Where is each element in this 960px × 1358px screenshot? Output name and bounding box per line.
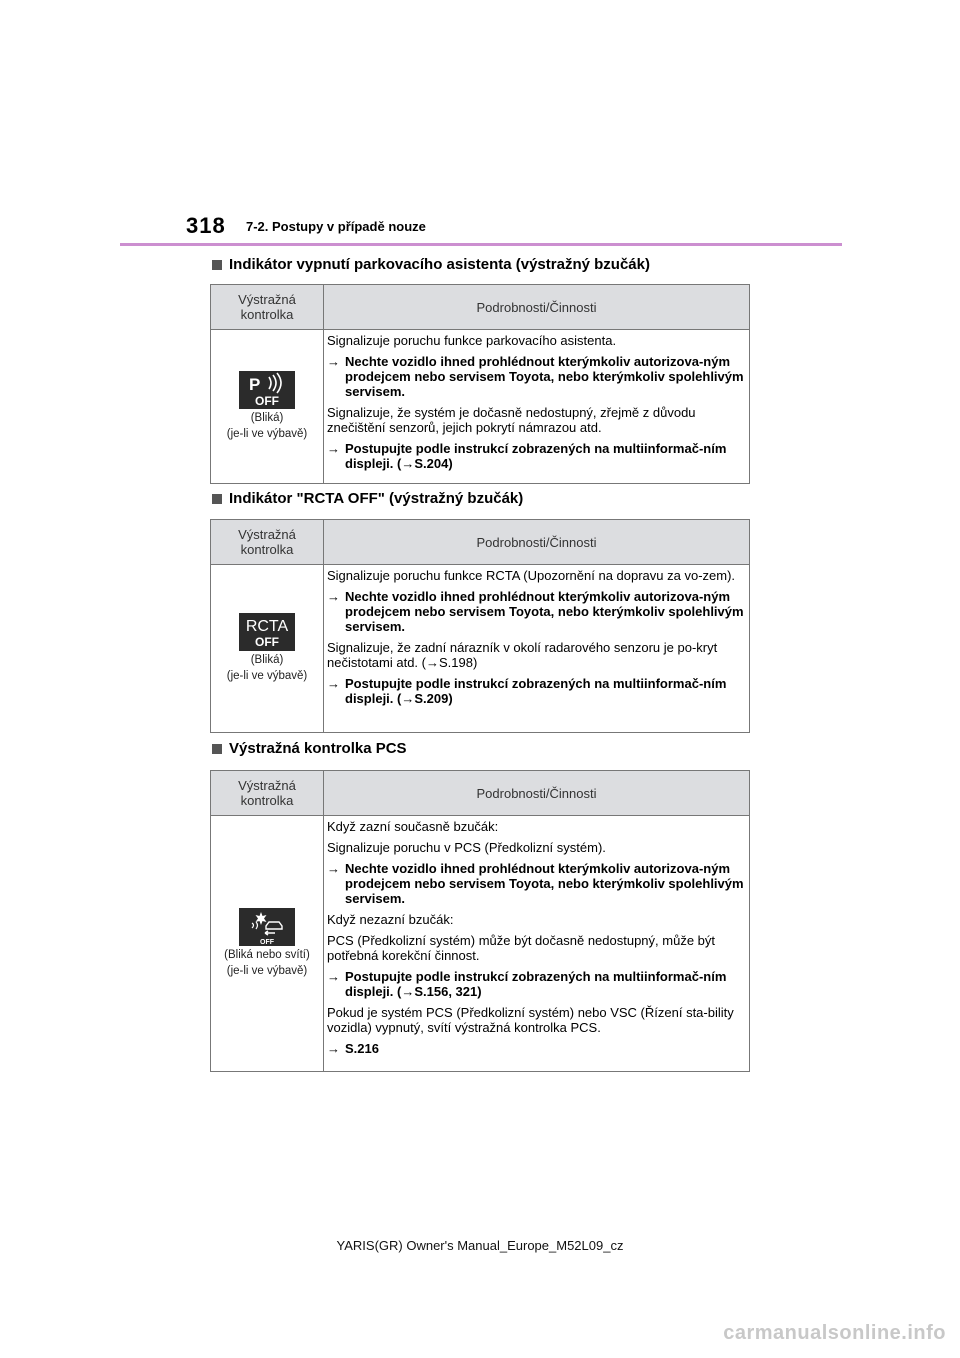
details-cell xyxy=(324,565,750,733)
light-cell xyxy=(211,816,324,1072)
subheading-pcs: Výstražná kontrolka PCS xyxy=(212,740,407,757)
page-number: 318 xyxy=(186,213,226,238)
light-caption-equipment: (je-li ve výbavě) xyxy=(226,670,308,682)
table-rcta xyxy=(210,519,750,733)
detail-text: Signalizuje poruchu funkce RCTA (Upozornění na dopravu za vo-zem). xyxy=(327,568,736,583)
arrow-right-icon: → xyxy=(327,969,340,984)
subheading-rcta: Indikátor "RCTA OFF" (výstražný bzučák) xyxy=(212,490,523,507)
action-item: → Nechte vozidlo ihned prohlédnout kterýmkoliv autorizova-ným prodejcem nebo servisem Toyota, nebo kterýmkoliv spolehlivým servisem. xyxy=(327,861,744,906)
header-light: Výstražná kontrolka xyxy=(211,771,324,816)
arrow-right-icon: → xyxy=(327,441,340,456)
detail-text: Signalizuje, že systém je dočasně nedostupný, zřejmě z důvodu znečištění senzorů, jejich pokrytí námrazou atd. xyxy=(327,405,696,435)
arrow-right-icon: → xyxy=(327,676,340,691)
action-item: → Postupujte podle instrukcí zobrazených na multiinformač-ním displeji. (→S.204) xyxy=(327,441,727,471)
arrow-right-icon: → xyxy=(327,354,340,369)
arrow-right-icon: → xyxy=(327,861,340,876)
svg-text:RCTA: RCTA xyxy=(245,618,289,635)
details-cell xyxy=(324,816,750,1072)
parking-assist-off-icon xyxy=(239,371,295,409)
header-details: Podrobnosti/Činnosti xyxy=(324,285,750,330)
subheading-parking-assist: Indikátor vypnutí parkovacího asistenta (výstražný bzučák) xyxy=(212,256,650,273)
page-reference[interactable]: S.204 xyxy=(414,456,449,471)
light-caption-equipment: (je-li ve výbavě) xyxy=(226,965,308,977)
action-item: → Postupujte podle instrukcí zobrazených na multiinformač-ním displeji. (→S.156, 321) xyxy=(327,969,727,999)
svg-text:P: P xyxy=(249,375,261,394)
action-item: → Postupujte podle instrukcí zobrazených na multiinformač-ním displeji. (→S.209) xyxy=(327,676,727,706)
arrow-right-icon: → xyxy=(327,1041,340,1056)
action-item: → Nechte vozidlo ihned prohlédnout kterýmkoliv autorizova-ným prodejcem nebo servisem Toyota, nebo kterýmkoliv spolehlivým servisem. xyxy=(327,354,744,399)
footer: YARIS(GR) Owner's Manual_Europe_M52L09_cz xyxy=(336,1238,624,1253)
page-reference[interactable]: S.198 xyxy=(439,655,473,670)
header-details: Podrobnosti/Činnosti xyxy=(324,520,750,565)
svg-text:OFF: OFF xyxy=(255,635,279,649)
header-details: Podrobnosti/Činnosti xyxy=(324,771,750,816)
header-light: Výstražná kontrolka xyxy=(211,520,324,565)
table-parking-assist xyxy=(210,284,750,484)
light-caption: (Bliká) xyxy=(250,412,284,424)
header-divider xyxy=(120,243,842,246)
detail-text: Když nezazní bzučák: xyxy=(327,912,454,927)
page-reference[interactable]: S.209 xyxy=(414,691,449,706)
table-pcs xyxy=(210,770,750,1072)
detail-text: Signalizuje poruchu v PCS (Předkolizní systém). xyxy=(327,840,606,855)
pcs-warning-icon xyxy=(239,908,295,946)
detail-text: Signalizuje, že zadní nárazník v okolí radarového senzoru je po-kryt nečistotami atd. (→S.198) xyxy=(327,640,718,670)
detail-text: Signalizuje poruchu funkce parkovacího asistenta. xyxy=(327,333,617,348)
detail-text: Když zazní současně bzučák: xyxy=(327,819,499,834)
page-reference[interactable]: S.216 xyxy=(345,1041,379,1056)
light-caption: (Bliká nebo svítí) xyxy=(224,949,310,961)
light-cell xyxy=(211,565,324,733)
detail-text: Pokud je systém PCS (Předkolizní systém) nebo VSC (Řízení sta-bility vozidla) vypnutý, svítí výstražná kontrolka PCS. xyxy=(327,1005,734,1035)
bullet-square-icon xyxy=(212,260,222,270)
bullet-square-icon xyxy=(212,744,222,754)
action-item: → Nechte vozidlo ihned prohlédnout kterýmkoliv autorizova-ným prodejcem nebo servisem Toyota, nebo kterýmkoliv spolehlivým servisem. xyxy=(327,589,744,634)
header-light: Výstražná kontrolka xyxy=(211,285,324,330)
light-caption: (Bliká) xyxy=(250,654,284,666)
section-title: 7-2. Postupy v případě nouze xyxy=(246,219,426,234)
bullet-square-icon xyxy=(212,494,222,504)
detail-text: PCS (Předkolizní systém) může být dočasně nedostupný, může být potřebná korekční činnost. xyxy=(327,933,716,963)
action-item xyxy=(327,1041,745,1056)
svg-text:OFF: OFF xyxy=(255,394,279,408)
details-cell xyxy=(324,330,750,484)
rcta-off-icon xyxy=(239,613,295,651)
arrow-right-icon: → xyxy=(327,589,340,604)
watermark: carmanualsonline.info xyxy=(723,1322,946,1344)
svg-text:OFF: OFF xyxy=(260,939,274,946)
light-cell xyxy=(211,330,324,484)
light-caption-equipment: (je-li ve výbavě) xyxy=(226,428,308,440)
page-reference[interactable]: S.156, 321 xyxy=(414,984,478,999)
